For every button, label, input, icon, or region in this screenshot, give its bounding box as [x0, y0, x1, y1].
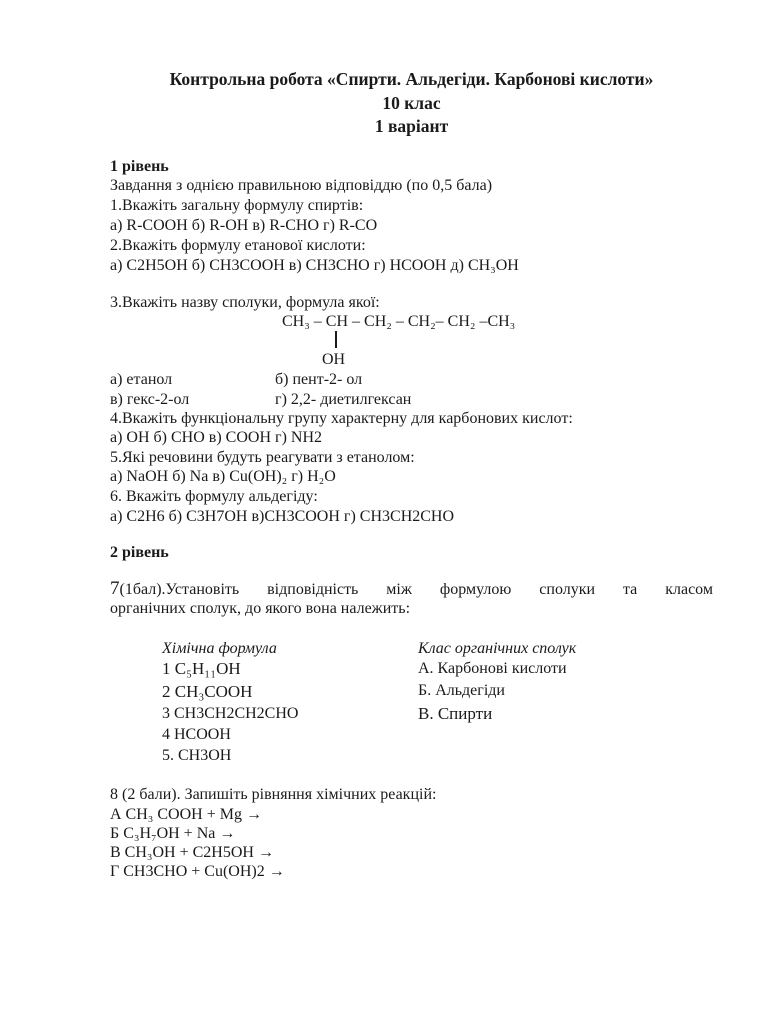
question-5: 5.Які речовини будуть реагувати з етанолом:	[110, 449, 415, 466]
formula-column-header: Хімічна формула	[162, 640, 277, 657]
question-2-options: а) C2H5OH б) CH3COOH в) CH3CHO г) HCOOH д) CH₃OH	[110, 257, 519, 274]
question-3-option-c: в) гекс-2-ол	[110, 391, 190, 408]
question-8: 8 (2 бали). Запишіть рівняння хімічних реакцій:	[110, 786, 437, 803]
question-3: 3.Вкажіть назву сполуки, формула якої:	[110, 294, 380, 311]
question-7-text: (1бал).Установіть відповідність між формулою сполуки та класом	[119, 581, 713, 598]
class-item-c: В. Спирти	[418, 704, 493, 723]
question-2: 2.Вкажіть формулу етанової кислоти:	[110, 237, 366, 254]
page-title: Контрольна робота «Спирти. Альдегіди. Карбонові кислоти»	[169, 69, 654, 89]
level1-heading: 1 рівень	[110, 158, 169, 175]
formula-oh-group: OH	[322, 351, 346, 368]
grade-label: 10 клас	[382, 93, 441, 113]
level1-intro: Завдання з однією правильною відповіддю (по 0,5 бала)	[110, 177, 493, 194]
question-1: 1.Вкажіть загальну формулу спиртів:	[110, 197, 364, 214]
class-column-header: Клас органічних сполук	[418, 640, 577, 657]
variant-label: 1 варіант	[374, 116, 449, 136]
structural-formula: CH₃ – CH – CH₂ – CH₂– CH₂ –CH₃	[282, 313, 516, 330]
reaction-d: Г CH3CHO + Cu(OH)2 →	[110, 863, 285, 880]
formula-item-3: 3 CH3CH2CH2CHO	[162, 705, 299, 722]
formula-item-1: 1 C₅H₁₁OH	[162, 659, 241, 678]
formula-item-4: 4 HCOOH	[162, 726, 231, 743]
formula-bond-line	[335, 331, 337, 348]
question-3-option-a: а) етанол	[110, 371, 173, 388]
question-4: 4.Вкажіть функціональну групу характерну для карбонових кислот:	[110, 410, 573, 427]
question-6: 6. Вкажіть формулу альдегіду:	[110, 488, 318, 505]
reaction-b: Б C₃H₇OH + Na →	[110, 825, 236, 842]
level2-heading: 2 рівень	[110, 544, 169, 561]
question-5-options: а) NaOH б) Na в) Cu(OH)₂ г) H₂O	[110, 468, 336, 485]
question-7-number: 7	[110, 578, 120, 599]
question-7-line-1	[110, 579, 713, 599]
question-3-option-b: б) пент-2- ол	[275, 371, 363, 388]
question-6-options: а) C2H6 б) C3H7OH в)CH3COOH г) CH3CH2CHO	[110, 508, 455, 525]
formula-item-2: 2 CH₃COOH	[162, 682, 253, 701]
class-item-a: А. Карбонові кислоти	[418, 660, 567, 677]
question-3-option-d: г) 2,2- диетилгексан	[275, 391, 412, 408]
question-1-options: а) R-COOH б) R-OH в) R-CHO г) R-CO	[110, 217, 378, 234]
formula-item-5: 5. CH3OH	[162, 747, 232, 764]
question-7-line-2: органічних сполук, до якого вона належить:	[110, 600, 411, 617]
question-4-options: а) OH б) CHO в) COOH г) NH2	[110, 429, 323, 446]
reaction-c: В CH₃OH + C2H5OH →	[110, 844, 274, 861]
class-item-b: Б. Альдегіди	[418, 682, 505, 699]
reaction-a: А CH₃ COOH + Mg →	[110, 806, 262, 823]
